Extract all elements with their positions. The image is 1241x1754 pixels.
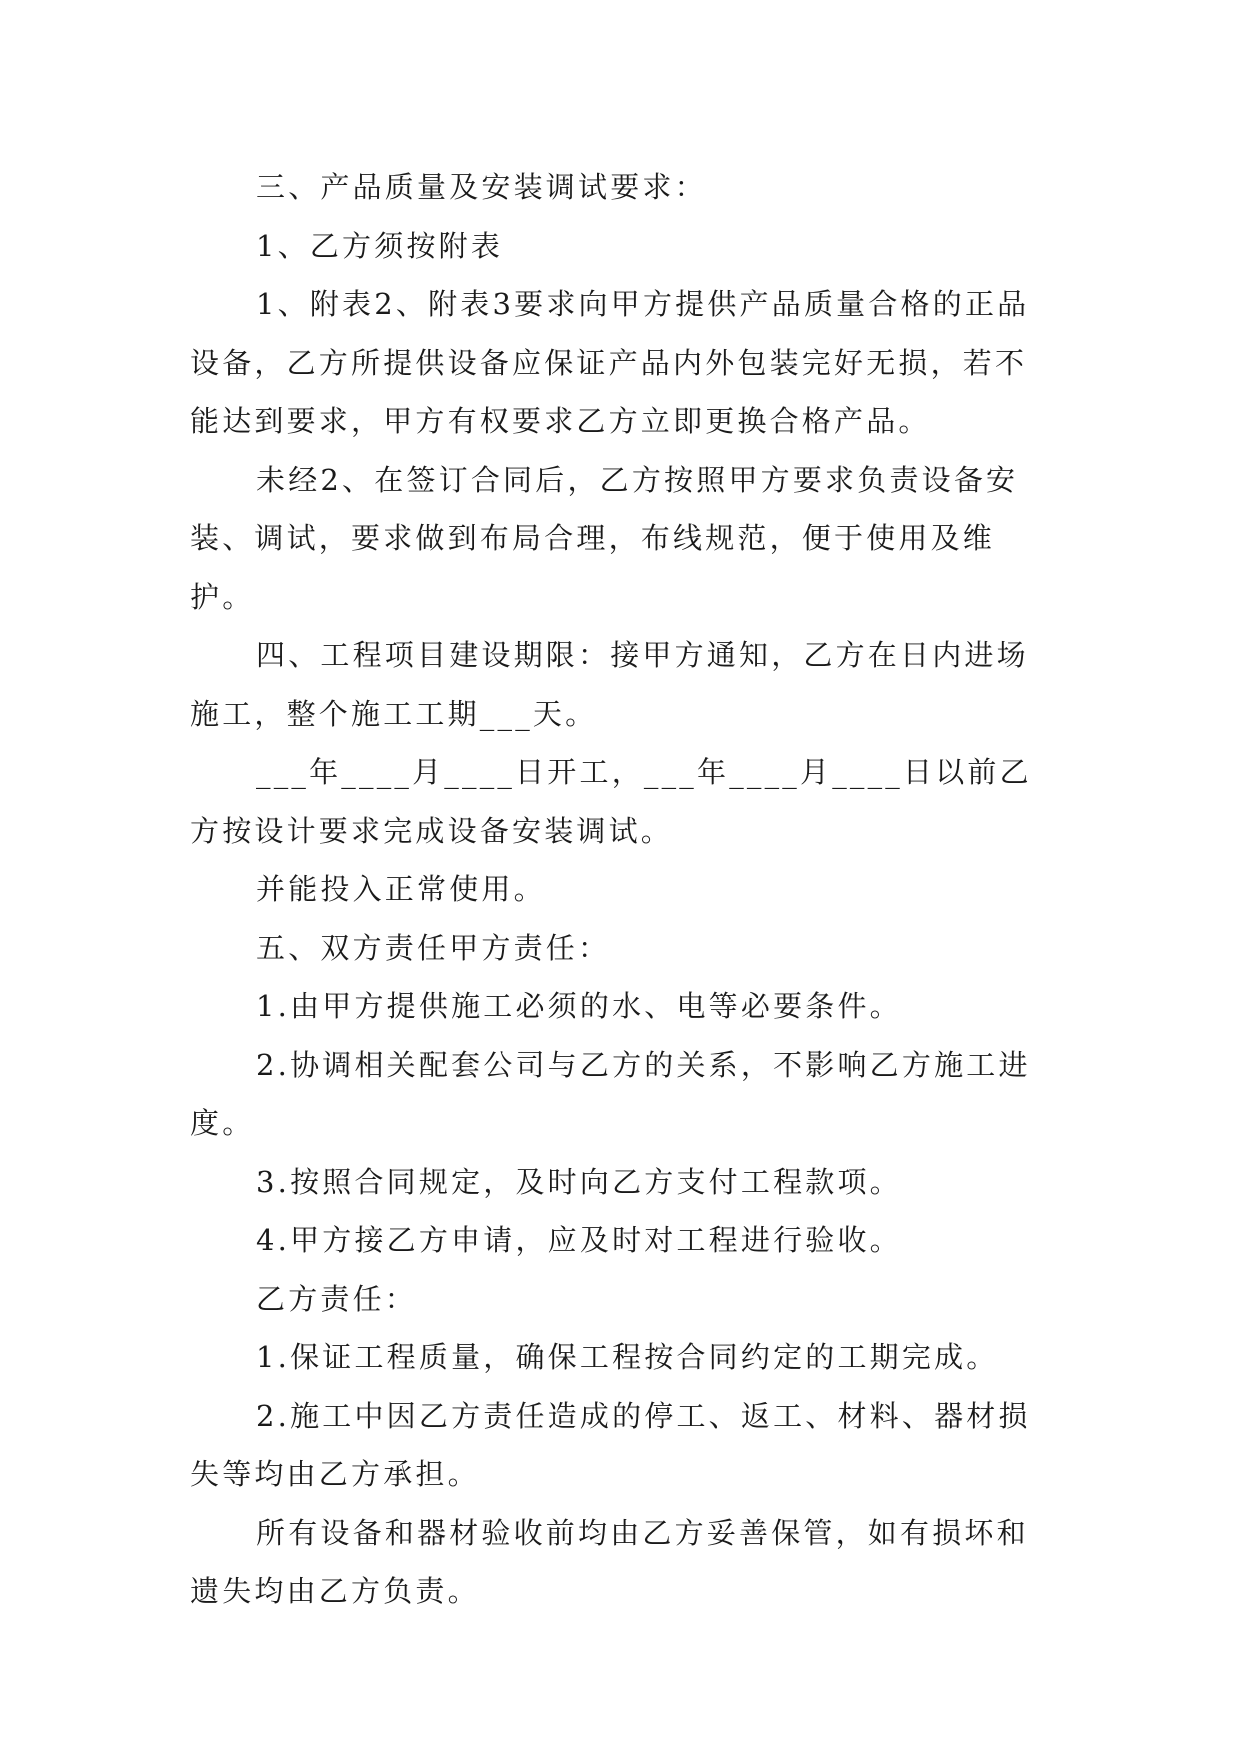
subheading-party-b: 乙方责任： [256, 1281, 418, 1316]
section-heading-responsibilities: 五、双方责任甲方责任： [256, 930, 611, 965]
document-body [190, 158, 1058, 1621]
paragraph: 未经2、在签订合同后，乙方按照甲方要求负责设备安装、调试，要求做到布局合理，布线规范，便于使用及维护。 [190, 462, 1019, 614]
list-item: 1.保证工程质量，确保工程按合同约定的工期完成。 [256, 1340, 999, 1374]
paragraph: 所有设备和器材验收前均由乙方妥善保管，如有损坏和遗失均由乙方负责。 [190, 1515, 1029, 1608]
section-heading-schedule: 四、工程项目建设期限：接甲方通知，乙方在日内进场施工，整个施工工期___天。 [190, 638, 1029, 731]
list-item: 1.由甲方提供施工必须的水、电等必要条件。 [256, 989, 902, 1023]
list-item: 2.协调相关配套公司与乙方的关系，不影响乙方施工进度。 [190, 1047, 1031, 1140]
list-item: 2.施工中因乙方责任造成的停工、返工、材料、器材损失等均由乙方承担。 [190, 1398, 1031, 1491]
paragraph: 1、乙方须按附表 [256, 228, 504, 263]
section-heading-quality: 三、产品质量及安装调试要求： [256, 170, 707, 204]
paragraph: ___年____月____日开工，___年____月____日以前乙方按设计要求完成设备安装调试。 [190, 755, 1032, 848]
paragraph: 并能投入正常使用。 [256, 872, 546, 906]
list-item: 3.按照合同规定，及时向乙方支付工程款项。 [256, 1164, 902, 1199]
list-item: 4.甲方接乙方申请，应及时对工程进行验收。 [256, 1223, 902, 1257]
paragraph: 1、附表2、附表3要求向甲方提供产品质量合格的正品设备，乙方所提供设备应保证产品内外包装完好无损，若不能达到要求，甲方有权要求乙方立即更换合格产品。 [190, 287, 1030, 438]
